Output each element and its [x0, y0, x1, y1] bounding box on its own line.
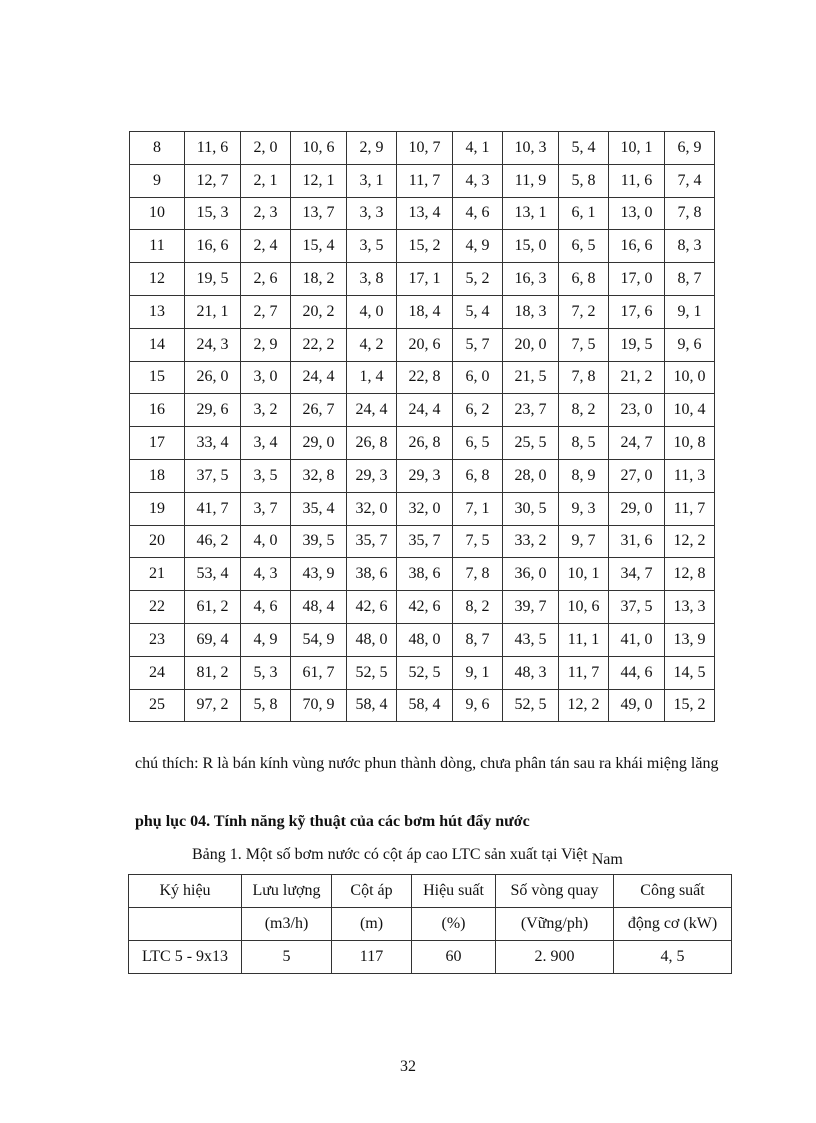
table-cell: 10, 7 — [397, 132, 453, 165]
table-cell: 15 — [130, 361, 185, 394]
table-cell: 4, 6 — [241, 591, 291, 624]
table-cell: 7, 8 — [453, 558, 503, 591]
table-cell: 42, 6 — [397, 591, 453, 624]
table-row — [130, 656, 715, 689]
table-cell: 3, 7 — [241, 492, 291, 525]
table-cell: 42, 6 — [347, 591, 397, 624]
table-cell: 4, 3 — [453, 164, 503, 197]
table-cell: 15, 3 — [185, 197, 241, 230]
table-cell: 20, 6 — [397, 328, 453, 361]
table-cell: 10, 6 — [291, 132, 347, 165]
table-cell: 11, 6 — [185, 132, 241, 165]
table-cell: 25, 5 — [503, 427, 559, 460]
table-cell: 39, 5 — [291, 525, 347, 558]
table-cell: 5, 8 — [559, 164, 609, 197]
pump-table-body — [129, 875, 732, 974]
table-cell: 26, 0 — [185, 361, 241, 394]
table-cell: 2, 9 — [241, 328, 291, 361]
table-cell: 16 — [130, 394, 185, 427]
table-cell: 15, 2 — [665, 689, 715, 722]
table-cell: 12, 7 — [185, 164, 241, 197]
pump-data-row — [129, 941, 732, 974]
table-cell: 6, 2 — [453, 394, 503, 427]
table-cell: 11, 1 — [559, 623, 609, 656]
table-cell: 4, 9 — [241, 623, 291, 656]
table-cell: (m3/h) — [242, 908, 332, 941]
table-cell: 9, 1 — [453, 656, 503, 689]
table-cell: 36, 0 — [503, 558, 559, 591]
table-cell: 10, 0 — [665, 361, 715, 394]
table-cell: 3, 1 — [347, 164, 397, 197]
table-cell: 48, 0 — [397, 623, 453, 656]
table-cell: 37, 5 — [609, 591, 665, 624]
table-cell: 8, 2 — [559, 394, 609, 427]
page-number: 32 — [400, 1058, 416, 1075]
table-cell: 20, 0 — [503, 328, 559, 361]
table-cell — [129, 908, 242, 941]
table-row — [130, 427, 715, 460]
table-cell: 7, 8 — [559, 361, 609, 394]
table-cell: 4, 3 — [241, 558, 291, 591]
table-cell: 97, 2 — [185, 689, 241, 722]
pump-header-row — [129, 875, 732, 908]
table-cell: 10 — [130, 197, 185, 230]
table-cell: 17, 0 — [609, 263, 665, 296]
table-cell: 15, 0 — [503, 230, 559, 263]
table-cell: 11, 7 — [397, 164, 453, 197]
table-cell: 5, 7 — [453, 328, 503, 361]
table-cell: 23 — [130, 623, 185, 656]
table-cell: 37, 5 — [185, 459, 241, 492]
table-cell: Hiệu suất — [412, 875, 496, 908]
table-cell: 7, 2 — [559, 295, 609, 328]
caption-text: Bảng 1. Một số bơm nước có cột áp cao LTC sản xuất tại Việt — [192, 846, 588, 863]
table-cell: 16, 6 — [609, 230, 665, 263]
table-cell: 24, 4 — [347, 394, 397, 427]
table-cell: 29, 3 — [397, 459, 453, 492]
table-cell: 11, 7 — [665, 492, 715, 525]
table-cell: 9, 6 — [453, 689, 503, 722]
table-cell: 46, 2 — [185, 525, 241, 558]
table-cell: 23, 0 — [609, 394, 665, 427]
table-cell: 8, 3 — [665, 230, 715, 263]
table-cell: 29, 0 — [291, 427, 347, 460]
table-cell: 33, 4 — [185, 427, 241, 460]
caption-tail: Nam — [591, 851, 623, 868]
table-cell: 13, 9 — [665, 623, 715, 656]
table-row — [130, 132, 715, 165]
table-cell: 32, 0 — [397, 492, 453, 525]
table-cell: 30, 5 — [503, 492, 559, 525]
table-cell: 8, 7 — [453, 623, 503, 656]
table-cell: 23, 7 — [503, 394, 559, 427]
table-cell: 17 — [130, 427, 185, 460]
table-cell: 24 — [130, 656, 185, 689]
table-cell: 24, 7 — [609, 427, 665, 460]
table-row — [130, 492, 715, 525]
table-row — [130, 394, 715, 427]
table-cell: 4, 9 — [453, 230, 503, 263]
table-cell: Công suất — [614, 875, 732, 908]
table-cell: 26, 8 — [347, 427, 397, 460]
table-cell: 1, 4 — [347, 361, 397, 394]
table-cell: động cơ (kW) — [614, 908, 732, 941]
table-cell: 35, 7 — [397, 525, 453, 558]
table-cell: 35, 7 — [347, 525, 397, 558]
table-cell: 24, 4 — [291, 361, 347, 394]
table-cell: 8, 9 — [559, 459, 609, 492]
table-cell: LTC 5 - 9x13 — [129, 941, 242, 974]
table-cell: 19 — [130, 492, 185, 525]
table-cell: 10, 1 — [609, 132, 665, 165]
table-cell: 2, 4 — [241, 230, 291, 263]
table-cell: 7, 5 — [559, 328, 609, 361]
table-cell: 27, 0 — [609, 459, 665, 492]
table-cell: 16, 3 — [503, 263, 559, 296]
table-cell: 9 — [130, 164, 185, 197]
table-cell: 13, 7 — [291, 197, 347, 230]
table-cell: 44, 6 — [609, 656, 665, 689]
table-cell: 60 — [412, 941, 496, 974]
table-cell: 4, 6 — [453, 197, 503, 230]
table-cell: 17, 6 — [609, 295, 665, 328]
table-cell: 9, 3 — [559, 492, 609, 525]
table-cell: 3, 5 — [241, 459, 291, 492]
table-cell: 18, 4 — [397, 295, 453, 328]
table-cell: 6, 5 — [559, 230, 609, 263]
table-cell: 43, 9 — [291, 558, 347, 591]
table-cell: 8, 5 — [559, 427, 609, 460]
table-cell: 7, 1 — [453, 492, 503, 525]
table-cell: 31, 6 — [609, 525, 665, 558]
table-cell: 48, 3 — [503, 656, 559, 689]
table-cell: 20, 2 — [291, 295, 347, 328]
table-row — [130, 295, 715, 328]
table-cell: 61, 2 — [185, 591, 241, 624]
table-cell: 58, 4 — [397, 689, 453, 722]
table-cell: 38, 6 — [397, 558, 453, 591]
table-cell: 11, 7 — [559, 656, 609, 689]
table-cell: 6, 8 — [559, 263, 609, 296]
table-row — [130, 558, 715, 591]
table-cell: 117 — [332, 941, 412, 974]
table-cell: 22 — [130, 591, 185, 624]
table-cell: 2, 6 — [241, 263, 291, 296]
table-cell: 9, 6 — [665, 328, 715, 361]
table-cell: Lưu lượng — [242, 875, 332, 908]
table-cell: 54, 9 — [291, 623, 347, 656]
table-cell: 10, 6 — [559, 591, 609, 624]
table-cell: 16, 6 — [185, 230, 241, 263]
table-row — [130, 459, 715, 492]
table-cell: 2, 1 — [241, 164, 291, 197]
table-cell: 6, 5 — [453, 427, 503, 460]
table-cell: 18 — [130, 459, 185, 492]
table-cell: 7, 8 — [665, 197, 715, 230]
table-cell: 24, 3 — [185, 328, 241, 361]
table-cell: 41, 7 — [185, 492, 241, 525]
velocity-table — [129, 131, 715, 722]
table-cell: 41, 0 — [609, 623, 665, 656]
table-cell: 4, 1 — [453, 132, 503, 165]
table-cell: (m) — [332, 908, 412, 941]
table-cell: 20 — [130, 525, 185, 558]
table-cell: 11 — [130, 230, 185, 263]
table-cell: 5 — [242, 941, 332, 974]
table-cell: 10, 3 — [503, 132, 559, 165]
table-row — [130, 689, 715, 722]
table-cell: 12, 8 — [665, 558, 715, 591]
table-cell: 29, 3 — [347, 459, 397, 492]
table-cell: 5, 3 — [241, 656, 291, 689]
table-cell: 3, 3 — [347, 197, 397, 230]
table-cell: Cột áp — [332, 875, 412, 908]
table-cell: 14, 5 — [665, 656, 715, 689]
appendix-title: phụ lục 04. Tính năng kỹ thuật của các bơm hút đẩy nước — [135, 813, 530, 830]
table-cell: 39, 7 — [503, 591, 559, 624]
table-row — [130, 197, 715, 230]
table-cell: 70, 9 — [291, 689, 347, 722]
table-cell: 26, 7 — [291, 394, 347, 427]
table-cell: 33, 2 — [503, 525, 559, 558]
table-cell: 4, 0 — [241, 525, 291, 558]
table-cell: 3, 0 — [241, 361, 291, 394]
table-row — [130, 164, 715, 197]
table-cell: 21, 2 — [609, 361, 665, 394]
table-row — [130, 525, 715, 558]
table-cell: 5, 4 — [453, 295, 503, 328]
table-cell: 13, 4 — [397, 197, 453, 230]
table-cell: 58, 4 — [347, 689, 397, 722]
table-cell: 52, 5 — [347, 656, 397, 689]
table-cell: 2, 9 — [347, 132, 397, 165]
table-cell: 49, 0 — [609, 689, 665, 722]
table-cell: 5, 2 — [453, 263, 503, 296]
table-note: chú thích: R là bán kính vùng nước phun thành dòng, chưa phân tán sau ra khái miệng lăng — [135, 755, 719, 772]
table-cell: 53, 4 — [185, 558, 241, 591]
table-cell: 3, 4 — [241, 427, 291, 460]
table-cell: 11, 9 — [503, 164, 559, 197]
table-cell: 11, 3 — [665, 459, 715, 492]
table-cell: 18, 2 — [291, 263, 347, 296]
table-cell: 5, 8 — [241, 689, 291, 722]
table-cell: 6, 1 — [559, 197, 609, 230]
table-cell: 8, 7 — [665, 263, 715, 296]
table-cell: 3, 5 — [347, 230, 397, 263]
table-cell: 21, 1 — [185, 295, 241, 328]
table-cell: 8 — [130, 132, 185, 165]
table-cell: 19, 5 — [609, 328, 665, 361]
table-cell: 2, 7 — [241, 295, 291, 328]
table-cell: 12 — [130, 263, 185, 296]
table-cell: 17, 1 — [397, 263, 453, 296]
table-row — [130, 623, 715, 656]
table-row — [130, 361, 715, 394]
table-cell: 11, 6 — [609, 164, 665, 197]
table-cell: 12, 1 — [291, 164, 347, 197]
table-cell: 29, 6 — [185, 394, 241, 427]
table-cell: 19, 5 — [185, 263, 241, 296]
table-cell: 52, 5 — [397, 656, 453, 689]
table-cell: 7, 5 — [453, 525, 503, 558]
table-cell: 61, 7 — [291, 656, 347, 689]
table-cell: 38, 6 — [347, 558, 397, 591]
table-cell: 6, 9 — [665, 132, 715, 165]
table-cell: 4, 5 — [614, 941, 732, 974]
table-cell: 18, 3 — [503, 295, 559, 328]
table-cell: 4, 0 — [347, 295, 397, 328]
table-cell: 24, 4 — [397, 394, 453, 427]
table-cell: 7, 4 — [665, 164, 715, 197]
table-cell: 3, 8 — [347, 263, 397, 296]
table-cell: 13, 0 — [609, 197, 665, 230]
table-row — [130, 230, 715, 263]
table-cell: 26, 8 — [397, 427, 453, 460]
table-cell: 28, 0 — [503, 459, 559, 492]
table-cell: 35, 4 — [291, 492, 347, 525]
table-cell: 22, 2 — [291, 328, 347, 361]
table-cell: 13, 3 — [665, 591, 715, 624]
table-cell: 21 — [130, 558, 185, 591]
table-cell: 48, 4 — [291, 591, 347, 624]
table-cell: (Vững/ph) — [496, 908, 614, 941]
table-cell: 2, 3 — [241, 197, 291, 230]
table-cell: 6, 8 — [453, 459, 503, 492]
table-cell: 10, 8 — [665, 427, 715, 460]
table-cell: 32, 8 — [291, 459, 347, 492]
table-cell: 69, 4 — [185, 623, 241, 656]
table-cell: 29, 0 — [609, 492, 665, 525]
table-cell: 13 — [130, 295, 185, 328]
table-cell: Số vòng quay — [496, 875, 614, 908]
table-row — [130, 328, 715, 361]
table-cell: 81, 2 — [185, 656, 241, 689]
table-cell: 34, 7 — [609, 558, 665, 591]
table-cell: 8, 2 — [453, 591, 503, 624]
table-cell: 2. 900 — [496, 941, 614, 974]
table-cell: 15, 4 — [291, 230, 347, 263]
table-cell: 10, 4 — [665, 394, 715, 427]
table-cell: 14 — [130, 328, 185, 361]
table-cell: 43, 5 — [503, 623, 559, 656]
table-cell: 9, 7 — [559, 525, 609, 558]
table-cell: 12, 2 — [559, 689, 609, 722]
table-cell: (%) — [412, 908, 496, 941]
table-cell: 22, 8 — [397, 361, 453, 394]
table-cell: 21, 5 — [503, 361, 559, 394]
table-row — [130, 263, 715, 296]
table-cell: 10, 1 — [559, 558, 609, 591]
table-row — [130, 591, 715, 624]
table-cell: 2, 0 — [241, 132, 291, 165]
table-cell: 25 — [130, 689, 185, 722]
table-cell: 9, 1 — [665, 295, 715, 328]
table-cell: Ký hiệu — [129, 875, 242, 908]
table-cell: 4, 2 — [347, 328, 397, 361]
table-cell: 5, 4 — [559, 132, 609, 165]
table-cell: 12, 2 — [665, 525, 715, 558]
table-cell: 6, 0 — [453, 361, 503, 394]
table-cell: 13, 1 — [503, 197, 559, 230]
pump-table — [128, 874, 732, 974]
table-cell: 15, 2 — [397, 230, 453, 263]
table-cell: 52, 5 — [503, 689, 559, 722]
table-cell: 48, 0 — [347, 623, 397, 656]
table-caption — [192, 846, 623, 868]
velocity-table-body — [130, 132, 715, 722]
table-cell: 3, 2 — [241, 394, 291, 427]
table-cell: 32, 0 — [347, 492, 397, 525]
pump-units-row — [129, 908, 732, 941]
